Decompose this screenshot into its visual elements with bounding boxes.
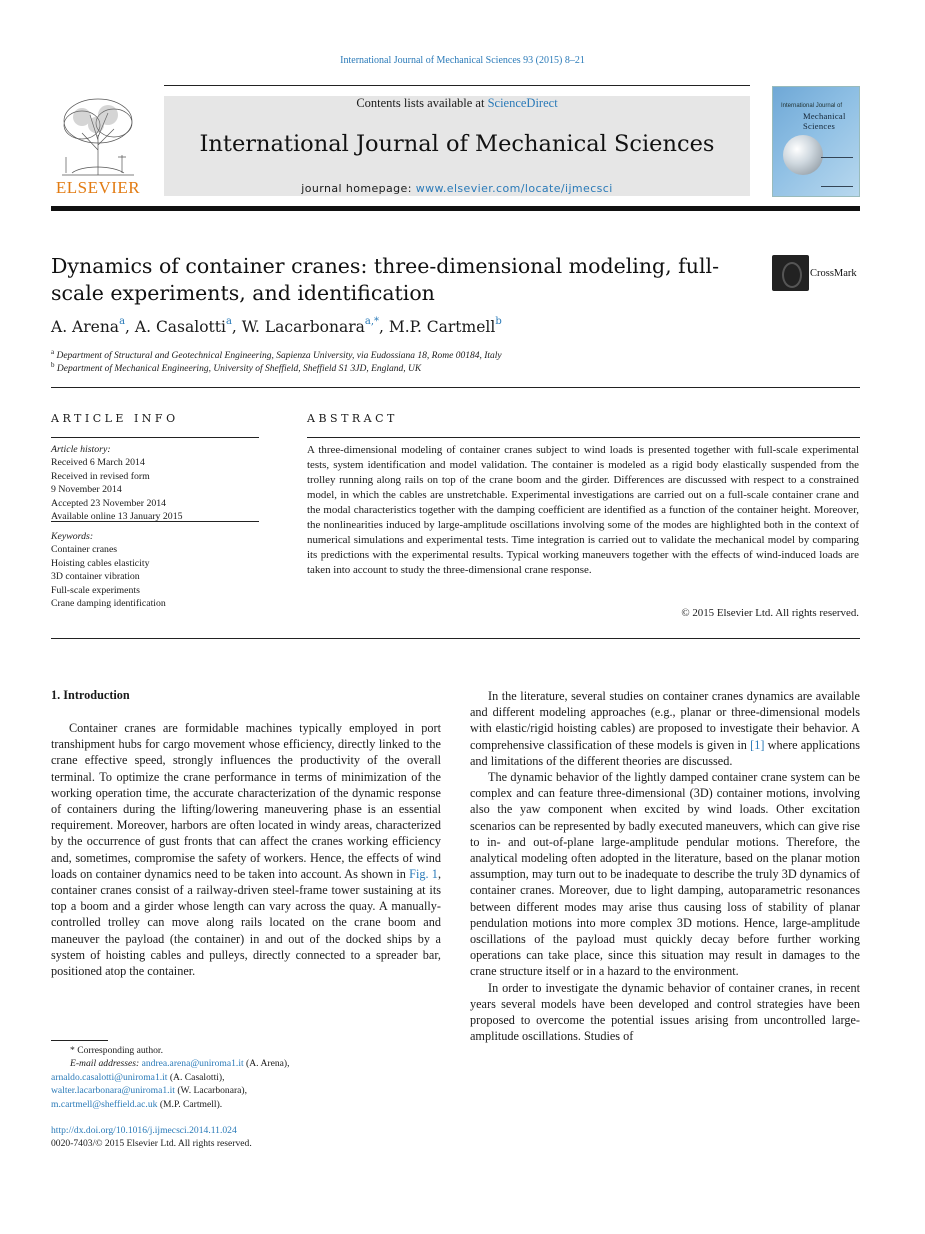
author-affil-sup[interactable]: a [225,316,232,327]
history-rule [51,521,259,522]
header-top-rule [164,85,750,86]
abstract-text: A three-dimensional modeling of container cranes subject to wind loads is presented together with full-scale experimental tests, system identification and model validation. The container is modeled as a rigid body elastically suspended from the trolley running along rails on top of the crane boom and the girder. Differences are discussed with respect to a constrained model, in which the cables are unstretchable. Experimental investigations are carried out on a full-scale container crane and the modal characteristics together with the damping coefficient are identified as a function of the container height. Moreover, the nonlinearities induced by large-amplitude oscillations involving some of the modes are highlighted both in the context of numerical simulations and experimental tests. Time integration is carried out to validate the mechanical model by comparing its predictions with the experimental results. Typical working maneuvers together with the effects of wind-induced loads are taken into account to study the three-dimensional crane response. [307,444,859,576]
body-paragraph [51,720,441,979]
affiliation-a [51,348,502,361]
body-paragraph: In order to investigate the dynamic behavior of container cranes, in recent years several models have been developed and control strategies have been proposed to overcome the potential issues arising from uncontrolled large-amplitude oscillations. Studies of [470,980,860,1044]
crossmark-badge[interactable] [772,255,862,291]
email-line [51,1071,441,1084]
email-label: E-mail addresses: [70,1058,142,1070]
elsevier-logo[interactable] [52,95,144,197]
keyword-item: Container cranes [51,544,118,556]
abstract-heading: ABSTRACT [307,412,398,425]
author-affil-sup[interactable]: b [495,316,502,327]
article-title: Dynamics of container cranes: three-dimensional modeling, full-scale experiments, and identification [51,254,720,305]
affiliation-b [51,361,421,374]
history-item: Available online 13 January 2015 [51,511,183,523]
contents-line [164,96,750,111]
author-name: A. Arena [51,318,120,336]
sciencedirect-link[interactable]: ScienceDirect [487,96,558,110]
author-separator: , [231,318,242,336]
email-owner: (W. Lacarbonara), [174,1085,248,1097]
figure-reference-link[interactable]: Fig. 1 [409,866,438,881]
citation-link[interactable]: [1] [750,737,765,752]
email-link[interactable]: m.cartmell@sheffield.ac.uk [51,1098,158,1110]
cover-small-text: International Journal of [781,103,843,109]
paragraph-text: In the literature, several studies on container cranes dynamics are available and different modeling approaches (e.g., planar or three-dimensional models with elastic/rigid hoisting cables) are proposed to investigate their behavior. A comprehensive classification of these models is given in [470,689,860,752]
paragraph-text: Container cranes are formidable machines typically employed in port transhipment hubs for cargo movement whose efficiency, directly linked to the crane effective speed, strongly influences the productivity of the overall terminal. To optimize the crane performance in terms of minimization of the working operation time, the accurate characterization of the dynamic response of containers during the lifting/lowering maneuvering phase is an essential requirement. Moreover, harbors are often located in windy areas, characterized by the occurrence of gust fronts that can affect the cranes working efficiency and, sometimes, compromise the safety of workers. Hence, the effects of wind loads on container dynamics need to be taken into account. As shown in [51,721,441,881]
history-label: Article history: [51,444,111,455]
email-owner: (A. Casalotti), [167,1071,225,1083]
keywords-block [51,530,259,610]
affiliation-text: Department of Mechanical Engineering, University of Sheffield, Sheffield S1 3JD, England, UK [56,364,422,375]
contents-prefix: Contents lists available at [356,96,488,110]
journal-homepage-line [164,182,750,195]
paragraph-text: where applications and limitations of the different theories are discussed. [470,737,860,768]
cover-sphere-graphic [783,135,823,175]
footnote-rule [51,1040,108,1041]
cover-title-line-2: Sciences [803,121,836,131]
doi-link[interactable]: http://dx.doi.org/10.1016/j.ijmecsci.2014.11.024 [51,1125,237,1136]
journal-masthead [164,96,750,196]
abstract-rule-bottom [51,638,860,639]
email-line [51,1057,441,1070]
cover-title [803,111,846,131]
author-name: M.P. Cartmell [388,318,496,336]
email-owner: (A. Arena), [243,1058,290,1070]
article-history [51,443,259,523]
keywords-label: Keywords: [51,531,94,542]
history-item: 9 November 2014 [51,484,122,496]
body-column-left [51,720,441,979]
keyword-item: Full-scale experiments [51,584,140,596]
history-item: Received in revised form [51,470,150,482]
email-line [51,1098,441,1111]
body-paragraph [470,688,860,769]
abstract-copyright: © 2015 Elsevier Ltd. All rights reserved. [681,607,859,619]
crossmark-label: CrossMark [810,268,857,279]
author-separator: , [125,318,135,336]
doi-block [51,1124,252,1151]
journal-cover-thumbnail[interactable] [772,86,860,197]
homepage-prefix: journal homepage: [301,182,416,195]
email-link[interactable]: walter.lacarbonara@uniroma1.it [51,1085,175,1097]
section-heading-introduction: 1. Introduction [51,688,130,702]
email-link[interactable]: andrea.arena@uniroma1.it [141,1058,244,1070]
abstract-rule-top [307,437,860,438]
article-info-heading: ARTICLE INFO [51,412,179,425]
author-name: A. Casalotti [134,318,226,336]
cover-title-line-1: Mechanical [803,111,846,121]
body-column-right [470,688,860,1044]
crossmark-icon [772,255,809,291]
keyword-item: 3D container vibration [51,571,140,583]
affiliation-text: Department of Structural and Geotechnical Engineering, Sapienza University, via Eudossiana 18, Rome 00184, Italy [56,351,502,362]
author-affil-sup[interactable]: a,* [364,316,379,327]
affiliation-sup: b [51,361,55,369]
issn-copyright: 0020-7403/© 2015 Elsevier Ltd. All rights reserved. [51,1138,252,1150]
affiliation-rule [51,387,860,388]
article-info-rule-top [51,437,259,438]
journal-title: International Journal of Mechanical Sciences [199,131,715,157]
corresponding-author-note: * Corresponding author. [70,1045,163,1056]
keyword-item: Crane damping identification [51,598,166,610]
journal-homepage-link[interactable]: www.elsevier.com/locate/ijmecsci [415,182,613,195]
author-separator: , [379,318,389,336]
history-item: Accepted 23 November 2014 [51,497,167,509]
footnotes [51,1044,441,1111]
header-thick-rule [51,206,860,211]
author-list [51,318,502,336]
email-line [51,1084,441,1097]
elsevier-tree-icon [52,95,144,177]
author-affil-sup[interactable]: a [119,316,126,327]
history-item: Received 6 March 2014 [51,457,145,469]
running-header[interactable]: International Journal of Mechanical Sciences 93 (2015) 8–21 [340,55,585,66]
paragraph-text: , container cranes consist of a railway-driven steel-frame tower sustaining at its top a boom and a girder whose length can vary across the quay. A manually-controlled trolley can move along rails located on the crane boom and maneuver the payload (the container) in and out of the docked ships by a system of hoisting cables and pulleys, directly connected to a spreader bar, positioned atop the container. [51,866,441,979]
body-paragraph: The dynamic behavior of the lightly damped container crane system can be complex and can feature three-dimensional (3D) container motions, involving also the yaw component when excited by wind loads. Other excitation scenarios can be represented by badly executed maneuvers, which can give rise to in- and out-of-plane large-amplitude pendular motions. Therefore, the analytical modeling often adopted in the literature, based on the planar motion assumption, may turn out to be inadequate to describe the truly 3D dynamics of container cranes. Moreover, due to light damping, autoparametric resonances between different modes may arise thus causing loss of stability of planar pendulation motions into more complex 3D motions. Hence, large-amplitude oscillations of the payload must quickly decay before further working operations can take place, since this situation may result in damages to the crane structure itself or in a hazard to the environment. [470,770,860,979]
affiliation-sup: a [51,348,55,356]
email-owner: (M.P. Cartmell). [157,1098,223,1110]
cover-lines-graphic [821,157,853,187]
keyword-item: Hoisting cables elasticity [51,557,150,569]
elsevier-wordmark: ELSEVIER [55,178,141,197]
author-name: W. Lacarbonara [241,318,365,336]
email-link[interactable]: arnaldo.casalotti@uniroma1.it [51,1071,168,1083]
